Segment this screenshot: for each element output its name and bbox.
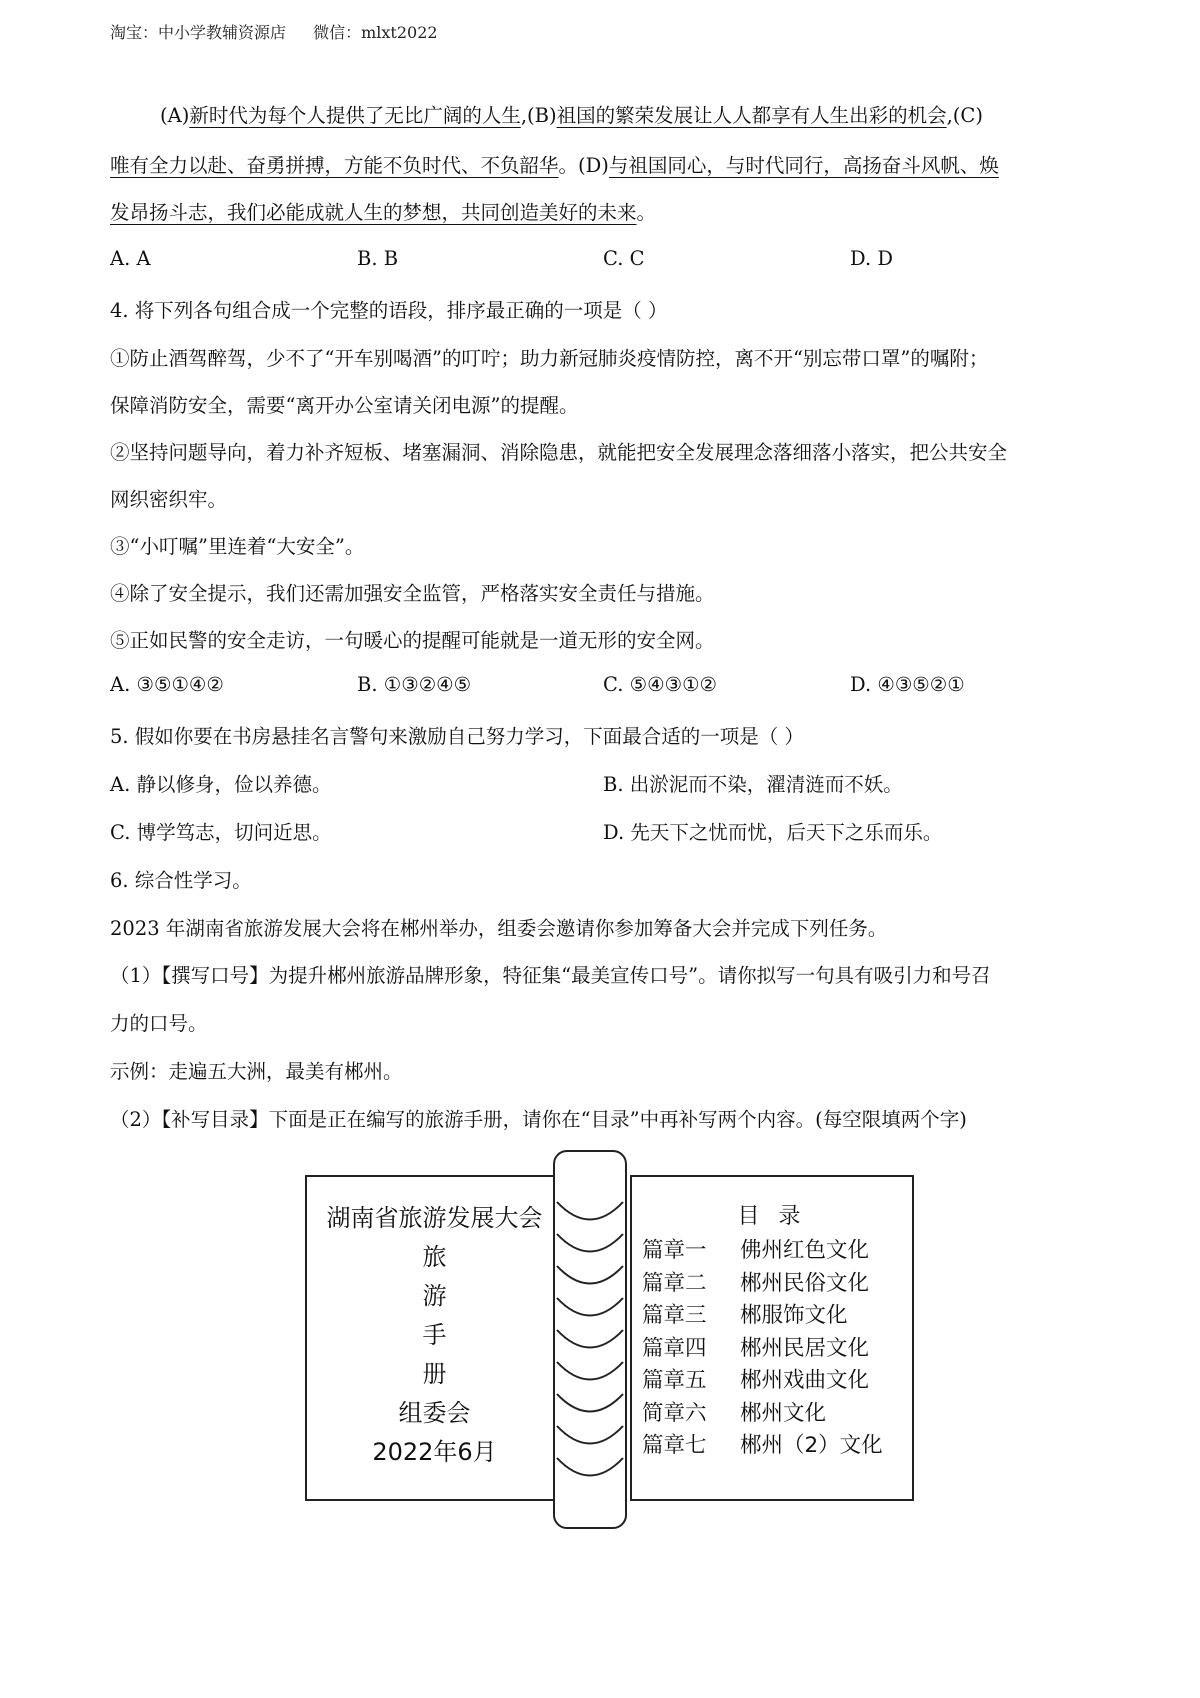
q3-line-1 <box>160 100 983 128</box>
tag-c: ,(C) <box>946 104 983 127</box>
toc-entry: 佛州红色文化 <box>740 1238 870 1263</box>
q6-title: 6. 综合性学习。 <box>110 869 252 892</box>
q5-option-c[interactable]: C. 博学笃志，切问近思。 <box>110 821 332 844</box>
cover-line: 手 <box>422 1321 447 1349</box>
cover-line: 册 <box>422 1360 447 1388</box>
q4-option-c[interactable]: C. ⑤④③①② <box>603 673 718 696</box>
sentence-a: 新时代为每个人提供了无比广阔的人生 <box>189 104 521 127</box>
q4-sentence-2a: ②坚持问题导向，着力补齐短板、堵塞漏洞、消除隐患，就能把安全发展理念落细落小落实，把公共安全 <box>110 441 1008 464</box>
q6-intro: 2023 年湖南省旅游发展大会将在郴州举办，组委会邀请你参加筹备大会并完成下列任务。 <box>110 917 888 940</box>
q3-option-d[interactable]: D. D <box>850 247 893 270</box>
brochure-spine <box>553 1150 627 1529</box>
q3-option-c[interactable]: C. C <box>603 247 645 270</box>
q4-stem: 4. 将下列各句组合成一个完整的语段，排序最正确的一项是（ ） <box>110 299 668 322</box>
toc-row <box>642 1398 883 1431</box>
q6-example: 示例：走遍五大洲，最美有郴州。 <box>110 1060 403 1083</box>
q5-stem: 5. 假如你要在书房悬挂名言警句来激励自己努力学习，下面最合适的一项是（ ） <box>110 725 805 748</box>
toc-row <box>642 1300 883 1333</box>
toc-chapter: 篇章五 <box>642 1368 707 1393</box>
q4-option-b[interactable]: B. ①③②④⑤ <box>357 673 472 696</box>
toc-title: 目 录 <box>737 1204 807 1229</box>
q4-sentence-1b: 保障消防安全，需要“离开办公室请关闭电源”的提醒。 <box>110 394 579 417</box>
shop-name: 淘宝：中小学教辅资源店 <box>110 23 287 42</box>
toc-row <box>642 1235 883 1268</box>
tag-d: 。(D) <box>558 154 609 177</box>
q4-sentence-5: ⑤正如民警的安全走访，一句暖心的提醒可能就是一道无形的安全网。 <box>110 629 715 652</box>
q3-option-a[interactable]: A. A <box>110 247 151 270</box>
q3-line-2 <box>110 150 999 178</box>
toc-chapter: 篇章四 <box>642 1335 707 1361</box>
brochure-cover <box>305 1175 564 1501</box>
toc-entry: 郴州戏曲文化 <box>740 1368 870 1393</box>
wechat-id: 微信：mlxt2022 <box>313 23 438 42</box>
q6-part2: （2）【补写目录】下面是正在编写的旅游手册，请你在“目录”中再补写两个内容。(每空限填两个字) <box>110 1108 967 1131</box>
tag-b: ,(B) <box>520 104 557 127</box>
sentence-c: 唯有全力以赴、奋勇拼搏，方能不负时代、不负韶华 <box>110 154 559 177</box>
q6-part1-b: 力的口号。 <box>110 1012 208 1035</box>
q4-option-d[interactable]: D. ④③⑤②① <box>850 673 965 696</box>
tag-a: (A) <box>160 104 190 127</box>
toc-entry: 郴州（2）文化 <box>740 1433 883 1458</box>
toc-entry: 郴服饰文化 <box>740 1303 848 1328</box>
toc-chapter: 简章六 <box>642 1400 707 1426</box>
cover-line: 游 <box>422 1282 447 1310</box>
cover-line: 旅 <box>422 1243 447 1271</box>
q5-option-b[interactable]: B. 出淤泥而不染，濯清涟而不妖。 <box>603 773 903 796</box>
q4-sentence-1a: ①防止酒驾醉驾，少不了“开车别喝酒”的叮咛；助力新冠肺炎疫情防控，离不开“别忘带口罩”的嘱附； <box>110 347 989 370</box>
sentence-d-part2: 发昂扬斗志，我们必能成就人生的梦想，共同创造美好的未来 <box>110 201 637 224</box>
sentence-b: 祖国的繁荣发展让人人都享有人生出彩的机会 <box>556 104 947 127</box>
toc-list <box>642 1235 883 1463</box>
cover-line: 湖南省旅游发展大会 <box>326 1204 543 1232</box>
q4-sentence-3: ③“小叮嘱”里连着“大安全”。 <box>110 535 365 558</box>
toc-entry: 郴州民居文化 <box>740 1335 870 1361</box>
spine-rings <box>555 1152 625 1527</box>
cover-text <box>307 1199 562 1472</box>
period: 。 <box>636 201 657 224</box>
toc-entry: 郴州文化 <box>740 1400 827 1426</box>
q4-option-a[interactable]: A. ③⑤①④② <box>110 673 224 696</box>
toc-entry: 郴州民俗文化 <box>740 1270 870 1296</box>
cover-line: 2022年6月 <box>372 1438 497 1466</box>
toc-chapter: 篇章二 <box>642 1270 707 1296</box>
cover-line: 组委会 <box>398 1399 471 1427</box>
q6-part1-a: （1）【撰写口号】为提升郴州旅游品牌形象，特征集“最美宣传口号”。请你拟写一句具有吸引力和号召 <box>110 964 991 987</box>
sentence-d-part1: 与祖国同心，与时代同行，高扬奋斗风帆、焕 <box>608 154 999 177</box>
page-header <box>110 20 460 43</box>
toc-chapter: 篇章三 <box>642 1303 707 1328</box>
q5-option-a[interactable]: A. 静以修身，俭以养德。 <box>110 773 332 796</box>
toc-row <box>642 1268 883 1301</box>
q3-line-3 <box>110 197 656 225</box>
toc-chapter: 篇章一 <box>642 1238 707 1263</box>
q3-option-b[interactable]: B. B <box>357 247 399 270</box>
toc-row <box>642 1430 883 1463</box>
q4-sentence-4: ④除了安全提示，我们还需加强安全监管，严格落实安全责任与措施。 <box>110 582 715 605</box>
toc-row <box>642 1333 883 1366</box>
toc-row <box>642 1365 883 1398</box>
brochure-toc <box>630 1175 914 1501</box>
brochure-illustration <box>300 1150 920 1530</box>
toc-chapter: 篇章七 <box>642 1433 707 1458</box>
q5-option-d[interactable]: D. 先天下之忧而忧，后天下之乐而乐。 <box>603 821 943 844</box>
q4-sentence-2b: 网织密织牢。 <box>110 488 228 511</box>
